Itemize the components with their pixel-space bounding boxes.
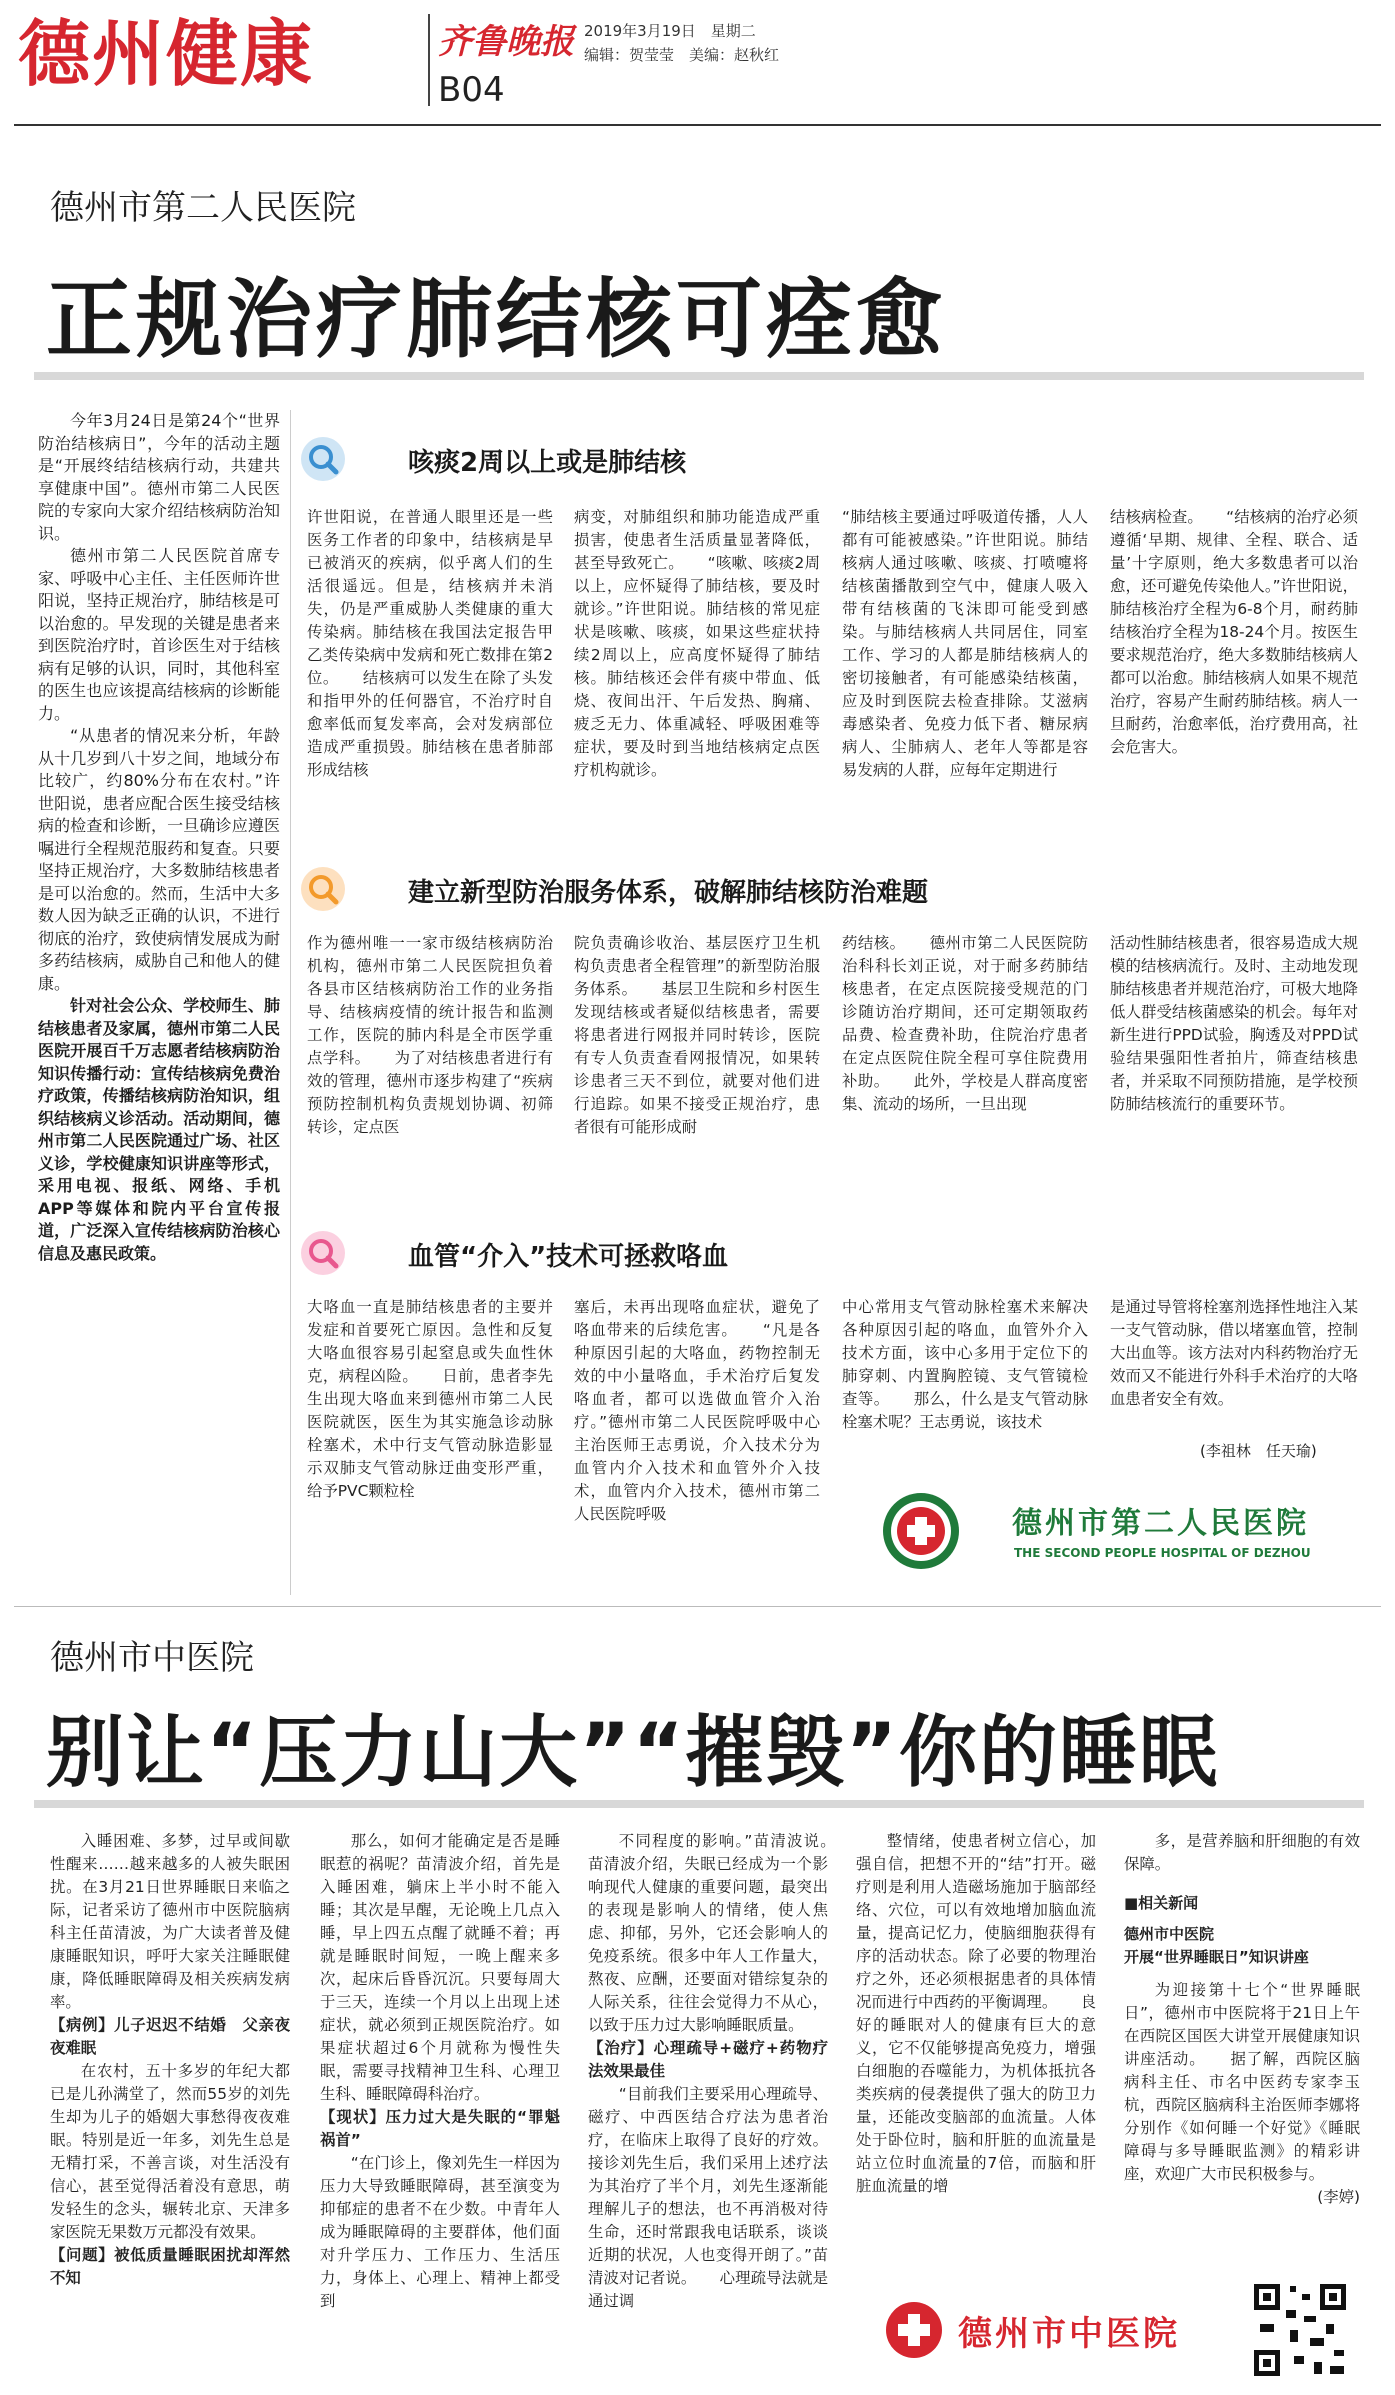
page-code: B04 [438, 70, 505, 110]
article2-col5 [1124, 1830, 1360, 2209]
subheading: 【问题】被低质量睡眠困扰却浑然不知 [50, 2246, 290, 2287]
header-rule [14, 124, 1381, 126]
paragraph: 整情绪，使患者树立信心，加强自信，把想不开的“结”打开。磁疗则是利用人造磁场施加于脑部经络、穴位，可以有效地增加脑血流量，提高记忆力，使脑细胞获得有序的活动状态。除了必要的物理治疗之外，还必须根据患者的具体情况而进行中西药的平衡调理。 良好的睡眠对人的健康有巨大的意义，它不仅能够提高免疫力，增强白细胞的吞噬能力，为机体抵抗各类疾病的侵袭提供了强大的防卫力量，还能改变脑部的血流量。人体处于卧位时，脑和肝脏的血流量是站立位时血流量的7倍，而脑和肝脏血流量的增 [856, 1832, 1096, 2195]
section3-col3: 中心常用支气管动脉栓塞术来解决各种原因引起的咯血，血管外介入技术方面，该中心多用于定位下的肺穿刺、内置胸腔镜、支气管镜检查等。 那么，什么是支气管动脉栓塞术呢？王志勇说，该技术 [842, 1298, 1088, 1431]
qr-code-icon[interactable] [1250, 2280, 1350, 2380]
section-heading: 咳痰2周以上或是肺结核 [408, 448, 687, 478]
section2-col1: 作为德州唯一一家市级结核病防治机构，德州市第二人民医院担负着各县市区结核病防治工作的业务指导、结核病疫情的统计报告和监测工作，医院的肺内科是全市医学重点学科。 为了对结核患者进行有效的管理，德州市逐步构建了“疾病预防控制机构负责规划协调、初筛转诊，定点医 [307, 934, 553, 1136]
masthead: 德州健康 [18, 12, 315, 96]
paragraph: 那么，如何才能确定是否是睡眠惹的祸呢？苗清波介绍，首先是入睡困难，躺床上半小时不能入睡；其次是早醒，无论晚上几点入睡，早上四五点醒了就睡不着；再就是睡眠时间短，一晚上醒来多次，起床后昏昏沉沉。只要每周大于三天，连续一个月以上出现上述症状，就必须到正规医院治疗。如果症状超过6个月就称为慢性失眠，需要寻找精神卫生科、心理卫生科、睡眠障碍科治疗。 [320, 1832, 560, 2103]
article2-col3 [588, 1830, 859, 2313]
section1-col3: “肺结核主要通过呼吸道传播，人人都有可能被感染。”许世阳说。肺结核病人通过咳嗽、咳痰、打喷嚏将结核菌播散到空气中，健康人吸入带有结核菌的飞沫即可能受到感染。与肺结核病人共同居住，同室工作、学习的人都是肺结核病人的密切接触者，有可能感染结核菌，应及时到医院去检查排除。艾滋病毒感染者、免疫力低下者、糖尿病病人、尘肺病人、老年人等都是容易发病的人群，应每年定期进行 [842, 508, 1088, 779]
section2-col4: 活动性肺结核患者，很容易造成大规模的结核病流行。及时、主动地发现肺结核患者并规范治疗，可极大地降低人群受结核菌感染的机会。每年对新生进行PPD试验，胸透及对PPD试验结果强阳性者拍片，筛查结核患者，并采取不同预防措施，是学校预防肺结核流行的重要环节。 [1110, 934, 1358, 1113]
subheading: 【病例】儿子迟迟不结婚 父亲夜夜难眠 [50, 2016, 290, 2057]
paragraph: “在门诊上，像刘先生一样因为压力大导致睡眠障碍，甚至演变为抑郁症的患者不在少数。中青年人成为睡眠障碍的主要群体，他们面对升学压力、工作压力、生活压力，身体上、心理上、精神上都受到 [320, 2154, 560, 2310]
search-icon [300, 1230, 346, 1276]
subheading: 【现状】压力过大是失眠的“罪魁祸首” [320, 2108, 560, 2149]
hospital-logo-name: 德州市第二人民医院 [1012, 1506, 1309, 1541]
related-news-tag: ■相关新闻 [1124, 1894, 1199, 1912]
article2-title: 别让“压力山大”“摧毁”你的睡眠 [46, 1708, 1220, 1798]
article2-col4 [856, 1830, 1096, 2198]
section1-col1: 许世阳说，在普通人眼里还是一些医务工作者的印象中，结核病是早已被消灭的疾病，似乎离人们的生活很遥远。但是，结核病并未消失，仍是严重威胁人类健康的重大传染病。肺结核在我国法定报告甲乙类传染病中发病和死亡数排在第2位。 结核病可以发生在除了头发和指甲外的任何器官，不治疗时自愈率低而复发率高，会对发病部位造成严重损毁。肺结核在患者肺部形成结核 [307, 508, 553, 779]
section1-col4: 结核病检查。 “结核病的治疗必须遵循‘早期、规律、全程、联合、适量’十字原则，绝大多数患者可以治愈，还可避免传染他人。”许世阳说，肺结核治疗全程为6-8个月，耐药肺结核治疗全程为18-24个月。按医生要求规范治疗，绝大多数肺结核病人都可以治愈。肺结核病人如果不规范治疗，容易产生耐药肺结核。病人一旦耐药，治愈率低，治疗费用高，社会危害大。 [1110, 508, 1358, 756]
article1-credit: (李祖林 任天瑜) [1200, 1442, 1317, 1460]
title-underline [34, 1800, 1364, 1808]
hospital-emblem-icon [884, 2300, 944, 2360]
sidebar-paragraph: 德州市第二人民医院首席专家、呼吸中心主任、主任医师许世阳说，坚持正规治疗，肺结核是可以治愈的。早发现的关键是患者来到医院治疗时，首诊医生对于结核病有足够的认识，同时，其他科室的医生也应该提高结核病的诊断能力。 [38, 546, 280, 723]
search-icon [300, 866, 346, 912]
related-news-credit: (李婷) [1317, 2188, 1360, 2206]
related-news-body: 为迎接第十七个“世界睡眠日”，德州市中医院将于21日上午在西院区国医大讲堂开展健康知识讲座活动。 据了解，西院区脑病科主任、市名中医药专家李玉杭，西院区脑病科主治医师李娜将分别作《如何睡一个好觉》《睡眠障碍与多导睡眠监测》的精彩讲座，欢迎广大市民积极参与。 [1124, 1981, 1360, 2183]
article2-col1 [50, 1830, 290, 2290]
paragraph: 在农村，五十多岁的年纪大都已是儿孙满堂了，然而55岁的刘先生却为儿子的婚姻大事愁得夜夜难眠。特别是近一年多，刘先生总是无精打采，不善言谈，对生活没有信心，甚至觉得活着没有意思，萌发轻生的念头，辗转北京、天津多家医院无果数万元都没有效果。 [50, 2062, 290, 2241]
article1-title: 正规治疗肺结核可痊愈 [46, 270, 946, 370]
column-divider [290, 410, 291, 1595]
article1-hospital: 德州市第二人民医院 [50, 188, 356, 228]
sidebar-paragraph: 今年3月24日是第24个“世界防治结核病日”，今年的活动主题是“开展终结结核病行动，共建共享健康中国”。德州市第二人民医院的专家向大家介绍结核病防治知识。 [38, 411, 280, 543]
paragraph: “目前我们主要采用心理疏导、磁疗、中西医结合疗法为患者治疗，在临床上取得了良好的疗效。接诊刘先生后，我们采用上述疗法为其治疗了半个月，刘先生逐渐能理解儿子的想法，也不再消极对待生命，还时常跟我电话联系，谈谈近期的状况，人也变得开朗了。”苗清波对记者说。 心理疏导法就是通过调 [588, 2085, 828, 2310]
section1-col2: 病变，对肺组织和肺功能造成严重损害，使患者生活质量显著降低，甚至导致死亡。 “咳嗽、咳痰2周以上，应怀疑得了肺结核，要及时就诊。”许世阳说。肺结核的常见症状是咳嗽、咳痰，如果这些症状持续2周以上，应高度怀疑得了肺结核。肺结核还会伴有痰中带血、低烧、夜间出汗、午后发热、胸痛、疲乏无力、体重减轻、呼吸困难等症状，要及时到当地结核病定点医疗机构就诊。 [574, 508, 820, 779]
section-heading: 建立新型防治服务体系，破解肺结核防治难题 [408, 878, 929, 908]
sidebar-paragraph: “从患者的情况来分析，年龄从十几岁到八十岁之间，地域分布比较广，约80%分布在农村。”许世阳说，患者应配合医生接受结核病的检查和诊断，一旦确诊应遵医嘱进行全程规范服药和复查。只要坚持正规治疗，大多数肺结核患者是可以治愈的。然而，生活中大多数人因为缺乏正确的认识，不进行彻底的治疗，致使病情发展成为耐多药结核病，威胁自己和他人的健康。 [38, 726, 280, 993]
hospital-logo-name: 德州市中医院 [958, 2314, 1180, 2354]
editor-credits: 编辑：贺莹莹 美编：赵秋红 [584, 46, 780, 64]
paragraph: 不同程度的影响。”苗清波说。 苗清波介绍，失眠已经成为一个影响现代人健康的重要问题，最突出的表现是影响人的情绪，使人焦虑、抑郁，另外，它还会影响人的免疫系统。很多中年人工作量大，熬夜、应酬，还要面对错综复杂的人际关系，往往会觉得力不从心，以致于压力过大影响睡眠质量。 [588, 1832, 859, 2034]
article2-hospital: 德州市中医院 [50, 1638, 254, 1678]
article2-col2 [320, 1830, 560, 2313]
sidebar-paragraph: 针对社会公众、学校师生、肺结核患者及家属，德州市第二人民医院开展百千万志愿者结核病防治知识传播行动：宣传结核病免费治疗政策，传播结核病防治知识，组织结核病义诊活动。活动期间，德州市第二人民医院通过广场、社区义诊，学校健康知识讲座等形式，采用电视、报纸、网络、手机APP等媒体和院内平台宣传报道，广泛深入宣传结核病防治核心信息及惠民政策。 [38, 996, 280, 1263]
title-underline [34, 372, 1364, 380]
section-heading: 血管“介入”技术可拯救咯血 [408, 1242, 729, 1272]
section3-col4: 是通过导管将栓塞剂选择性地注入某一支气管动脉，借以堵塞血管，控制大出血等。该方法对内科药物治疗无效而又不能进行外科手术治疗的大咯血患者安全有效。 [1110, 1298, 1358, 1408]
header-divider [428, 14, 430, 106]
hospital-emblem-icon [880, 1490, 962, 1572]
search-icon [300, 436, 346, 482]
section3-col2: 塞后，未再出现咯血症状，避免了咯血带来的后续危害。 “凡是各种原因引起的大咯血，药物控制无效的中小量咯血，手术治疗后复发咯血者，都可以选做血管介入治疗。”德州市第二人民医院呼吸中心主治医师王志勇说，介入技术分为血管内介入技术和血管外介入技术，血管内介入技术，德州市第二人民医院呼吸 [574, 1298, 820, 1523]
section3-col1: 大咯血一直是肺结核患者的主要并发症和首要死亡原因。急性和反复大咯血很容易引起窒息或失血性休克，病程凶险。 日前，患者李先生出现大咯血来到德州市第二人民医院就医，医生为其实施急诊动脉栓塞术，术中行支气管动脉造影显示双肺支气管动脉迂曲变形严重，给予PVC颗粒栓 [307, 1298, 553, 1500]
newspaper-brand: 齐鲁晚报 [438, 22, 574, 62]
section2-col2: 院负责确诊收治、基层医疗卫生机构负责患者全程管理”的新型防治服务体系。 基层卫生院和乡村医生发现结核或者疑似结核患者，需要将患者进行网报并同时转诊，医院有专人负责查看网报情况，如果转诊患者三天不到位，就要对他们进行追踪。如果不接受正规治疗，患者很有可能形成耐 [574, 934, 820, 1136]
related-news-title: 开展“世界睡眠日”知识讲座 [1124, 1948, 1309, 1966]
article1-sidebar [38, 410, 280, 1595]
subheading: 【治疗】心理疏导+磁疗+药物疗法效果最佳 [588, 2039, 828, 2080]
issue-date: 2019年3月19日 星期二 [584, 22, 756, 40]
paragraph: 多，是营养脑和肝细胞的有效保障。 [1124, 1832, 1360, 1873]
section2-col3: 药结核。 德州市第二人民医院防治科科长刘正说，对于耐多药肺结核患者，在定点医院接受规范的门诊随访治疗期间，还可定期领取药品费、检查费补助，住院治疗患者在定点医院住院全程可享住院费用补助。 此外，学校是人群高度密集、流动的场所，一旦出现 [842, 934, 1088, 1113]
hospital-logo-en: THE SECOND PEOPLE HOSPITAL OF DEZHOU [1014, 1546, 1311, 1560]
paragraph: 入睡困难、多梦，过早或间歇性醒来……越来越多的人被失眠困扰。在3月21日世界睡眠日来临之际，记者采访了德州市中医院脑病科主任苗清波，为广大读者普及健康睡眠知识，呼吁大家关注睡眠健康，降低睡眠障碍及相关疾病发病率。 [50, 1832, 290, 2011]
related-news-org: 德州市中医院 [1124, 1925, 1215, 1943]
article-divider [14, 1606, 1381, 1607]
